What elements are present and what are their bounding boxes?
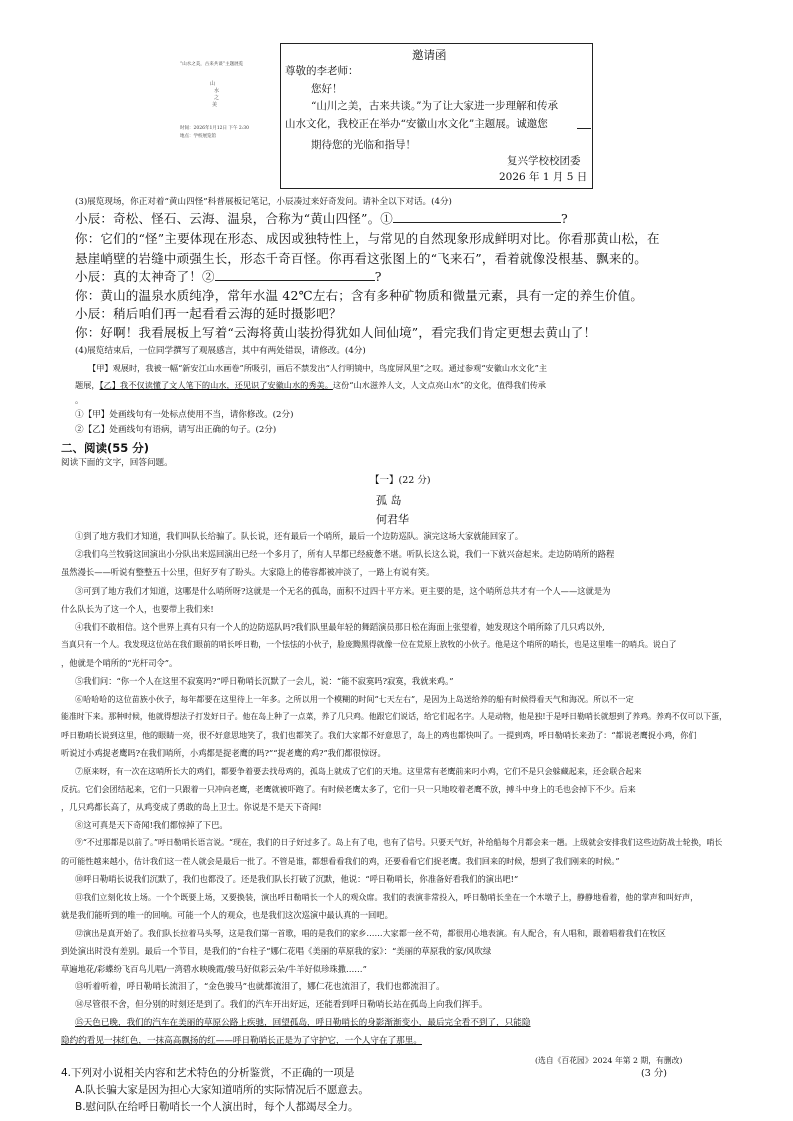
- paragraph: 反抗。它们会团结起来，它们一只跟着一只冲向老鹰，老鹰就被吓跑了。有时候老鹰太多了，它们一只一只地咬着老鹰不放，搏斗中身上的毛也会掉下不少。后来: [61, 784, 636, 794]
- paragraph: ，几只鸡都长高了，从鸡变成了勇敢的岛上卫士。你说是不是天下奇闻!: [61, 802, 322, 812]
- paragraph: ⑥哈哈哈的这位苗族小伙子，每年都要在这里待上一年多。之所以用一个模糊的时间“七天左右”，是因为上岛送给养的船有时候得看天气和海况。所以不一定: [75, 694, 634, 704]
- q4-underlined-sentence: 【乙】我不仅读懂了文人笔下的山水，还见识了安徽山水的秀美。: [99, 380, 333, 390]
- paragraph: ①到了地方我们才知道，我们叫队长给骗了。队长说，还有最后一个哨所，最后一个边防巡队。演完这场大家就能回家了。: [75, 531, 524, 541]
- q3-line-1: [75, 209, 568, 229]
- paragraph: 的可能性越来越小，估计我们这一茬人就会是最后一批了。不管是谁，都想看看我们的鸡，还要看看它们捉老鹰。我们回来的时候，想到了我们刚来的时候。”: [61, 856, 620, 866]
- paragraph: 什么队长为了这一个人，也要带上我们来!: [61, 604, 214, 614]
- answer-blank-2[interactable]: [215, 267, 375, 281]
- q4-line-1: 【甲】观展时，我被一幅“新安江山水画卷”所吸引，画后不禁发出“人行明镜中，鸟度屏风里”之叹。通过参观“安徽山水文化”主: [88, 363, 548, 373]
- invitation-title: 邀请函: [412, 48, 447, 62]
- paragraph: ⑫演出是真开始了。我们队长拉着马头琴，这是我们第一首歌，唱的是我们的家乡……大家都一丝不苟，都很用心地表演。有人配合，有人唱和，跟着唱着我们在牧区: [75, 928, 666, 938]
- poster-stamp-char: 山: [210, 81, 216, 87]
- paragraph: 呼日勒哨长说到这里，他的眼睛一亮，很不好意思地笑了，我们也都笑了。我们大家都不好意思了，岛上的鸡也都快叫了。一提到鸡，呼日勒哨长来劲了：“都说老鹰捉小鸡，你们: [61, 730, 697, 740]
- paragraph: ②我们乌兰牧骑这回演出小分队出来巡回演出已经一个多月了，所有人早都已经疲惫不堪。听队长这么说，我们一下就兴奋起来。走边防哨所的路程: [75, 549, 615, 559]
- q4-line-3: 。: [75, 395, 84, 405]
- option-b[interactable]: B.慰问队在给呼日勒哨长一个人演出时，每个人都竭尽全力。: [75, 1101, 359, 1113]
- invitation-date: 2026 年 1 月 5 日: [499, 171, 588, 183]
- poster-stamp-char: 美: [212, 102, 218, 108]
- q3-line-2: 你：它们的“怪”主要体现在形态、成因或独特性上，与常见的自然现象形成鲜明对比。你看那黄山松，在: [75, 231, 660, 246]
- poster-time: 时间：2026年1月12日 下午 2:30: [180, 126, 250, 131]
- q3-prompt: (3)展览现场，你正对着“黄山四怪”科普展板记笔记，小辰凑过来好奇发问。请补全以下对话。(4分): [75, 197, 452, 207]
- invitation-card: [280, 43, 593, 189]
- poster-caption: “山水之美，古来共谈”主题展览: [180, 62, 244, 67]
- invitation-signer: 复兴学校校团委: [507, 155, 581, 167]
- paragraph: 草遍地花/彩蝶纷飞百鸟儿唱/一湾碧水映晚霞/骏马好似彩云朵/牛羊好似珍珠撒……”: [61, 964, 367, 974]
- q3-line-5: 你：黄山的温泉水质纯净，常年水温 42℃左右；含有多种矿物质和微量元素，具有一定的养生价值。: [75, 288, 644, 303]
- story-source: (选自《百花园》2024 年第 2 期，有删改): [535, 1056, 683, 1065]
- section-instruction: 阅读下面的文字，回答问题。: [61, 458, 173, 468]
- q4-sub-1: ①【甲】处画线句有一处标点使用不当，请你修改。(2分): [75, 410, 294, 420]
- question-score: (3 分): [641, 1068, 667, 1079]
- paragraph: ⑭尽管很不舍，但分别的时刻还是到了。我们的汽车开出好远，还能看到呼日勒哨长站在孤岛上向我们挥手。: [75, 1000, 488, 1010]
- invitation-greeting: 尊敬的李老师：: [285, 65, 359, 77]
- paragraph-underlined: 隐约约看见一抹红色，一抹高高飘扬的红——呼日勒哨长正是为了守护它，一个人守在了那里。: [61, 1036, 422, 1046]
- q3-end-mark-2: ?: [374, 269, 382, 284]
- q3-end-mark-1: ?: [560, 211, 568, 226]
- paragraph: 虽然漫长——听说有整整五十公里，但好歹有了盼头。大家隐上的倦容都被冲淡了，一路上有说有笑。: [61, 567, 435, 577]
- part-label: 【一】(22 分): [370, 475, 431, 486]
- paragraph: ⑦原来呀，有一次在这哨所长大的鸡们，都要争着要去找母鸡的，孤岛上就成了它们的天地。这里常有老鹰前来叼小鸡，它们不是只会躲藏起来，还会联合起来: [75, 766, 642, 776]
- q4-line-2: [75, 378, 546, 392]
- paragraph: ④我们不敢相信。这个世界上真有只有一个人的边防巡队吗?我们队里最年轻的舞蹈演员那日松在海面上张望着，她发现这个哨所除了几只鸡以外,: [75, 622, 605, 632]
- poster-place: 地点：学校展览馆: [180, 134, 216, 139]
- invitation-hello: 您好！: [311, 83, 343, 95]
- paragraph: 就是我们能听到的唯一的回响。可能一个人的观众，也是我们这次巡演中最认真的一回吧。: [61, 910, 393, 920]
- paragraph: ，他就是个哨所的“光杆司令”。: [61, 658, 178, 668]
- question-stem: 4.下列对小说相关内容和艺术特色的分析鉴赏，不正确的一项是: [61, 1067, 355, 1079]
- q3-line-4-text: 小辰：真的太神奇了！②: [75, 269, 215, 284]
- invitation-body-1: “山川之美，古来共谈。”为了让大家进一步理解和传承: [311, 100, 558, 112]
- paragraph: 能准时下来。那种时候，他就得想法子打发好日子。他在岛上种了一点菜，养了几只鸡。他跟它们说话，给它们起名字。人是动物，他是独!于是呼日勒哨长就想到了养鸡。养鸡不仅可以下蛋，: [61, 712, 727, 721]
- q4-sub-2: ②【乙】处画线句有语病，请写出正确的句子。(2分): [75, 425, 277, 435]
- q4-line-2-c: 这份“山水滋养人文，人文点亮山水”的文化，值得我们传承: [332, 380, 546, 390]
- paragraph: ③可到了地方我们才知道，这哪是什么哨所呀?这就是一个无名的孤岛，面积不过四十平方米。更主要的是，这个哨所总共才有一个人——这就是为: [75, 586, 611, 596]
- poster-stamp-char: 水: [214, 88, 220, 94]
- paragraph: 到处演出时没有差别。最后一个节目，是我们的“台柱子”娜仁花唱《美丽的草原我的家》：“美丽的草原我的家/风吹绿: [61, 946, 492, 956]
- paragraph: 听说过小鸡捉老鹰吗?在我们哨所，小鸡都是捉老鹰的吗?”“捉老鹰的鸡?”我们都很惊讶。: [61, 748, 386, 758]
- q4-line-2-a: 题展，: [75, 380, 100, 390]
- q3-line-1-text: 小辰：奇松、怪石、云海、温泉，合称为“黄山四怪”。①: [75, 211, 393, 226]
- answer-blank-1[interactable]: [393, 209, 561, 223]
- q4-prompt: (4)展览结束后，一位同学撰写了观展感言，其中有两处错误，请修改。(4分): [75, 346, 366, 356]
- story-author: 何君华: [376, 513, 409, 526]
- invitation-blank: [577, 128, 591, 129]
- paragraph-underlined: ⑮天色已晚，我们的汽车在美丽的草原公路上疾驰，回望孤岛，呼日勒哨长的身影渐渐变小，最后完全看不到了，只能隐: [75, 1018, 531, 1028]
- paragraph: ⑪我们立刻化妆上场。一个个既要上场，又要换装，演出呼日勒哨长一个人的观众席。我们的表演非常投入，呼日勒哨长坐在一个木墩子上，静静地看着，他的掌声和叫好声，: [75, 892, 699, 902]
- option-a[interactable]: A.队长骗大家是因为担心大家知道哨所的实际情况后不愿意去。: [75, 1084, 369, 1096]
- q3-line-3: 悬崖峭壁的岩缝中顽强生长，形态千奇百怪。你再看这张图上的“飞来石”，看着就像没根基、飘来的。: [75, 251, 647, 266]
- story-title: 孤 岛: [376, 494, 402, 507]
- q3-line-6: 小辰：稍后咱们再一起看看云海的延时摄影吧？: [75, 306, 342, 321]
- q3-line-4: [75, 267, 382, 287]
- paragraph: ⑨“不过那都是以前了。”呼日勒哨长语言说。“现在，我们的日子好过多了。岛上有了电，也有了信号。只要天气好，补给船每个月都会来一趟。上级就会安排我们这些边防战士轮换，哨长: [75, 838, 723, 847]
- paragraph: 当真只有一个人。我发现这位站在我们眼前的哨长呼日勒，一个怯怯的小伙子，脸庞黝黑得就像一位在荒原上放牧的小伙子。他是这个哨所的哨长，也是这里唯一的哨兵。说白了: [61, 640, 677, 649]
- paragraph: ⑤我们问：“你一个人在这里不寂寞吗?”呼日勒哨长沉默了一会儿，说：“能不寂寞吗?寂寞，我就来鸡。”: [75, 676, 454, 686]
- paragraph: ⑬听着听着，呼日勒哨长流泪了，“金色骏马”也就都流泪了，娜仁花也流泪了，我们也都流泪了。: [75, 982, 445, 992]
- invitation-closing: 期待您的光临和指导！: [311, 139, 416, 151]
- paragraph: ⑧这可真是天下奇闻!我们都惊掉了下巴。: [75, 820, 228, 830]
- invitation-body-2: 山水文化，我校正在举办“安徽山水文化”主题展。诚邀您: [285, 118, 548, 130]
- paragraph: ⑩呼日勒哨长说我们沉默了，我们也都没了。还是我们队长打破了沉默，他说：“呼日勒哨长，你准备好看我们的演出吧!”: [75, 874, 519, 884]
- q3-line-7: 你：好啊！我看展板上写着“云海将黄山装扮得犹如人间仙境”，看完我们肯定更想去黄山了！: [75, 325, 597, 340]
- poster-stamp-char: 之: [214, 95, 220, 101]
- section-heading: 二、阅读(55 分): [61, 441, 150, 455]
